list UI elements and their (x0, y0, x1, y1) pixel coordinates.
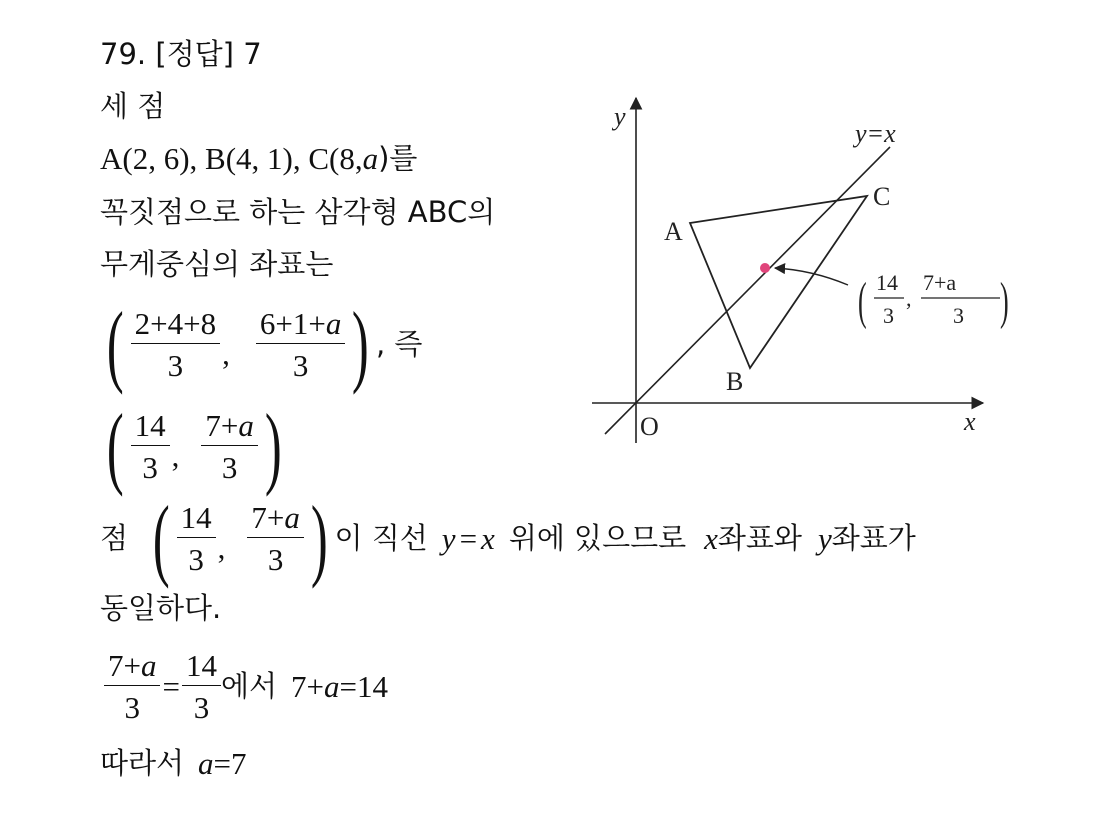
fraction-7a-3-eq: $\frac{7+a}{3}$ (104, 650, 160, 723)
fraction-14-3: $\frac{14}{3}$ (131, 410, 170, 483)
vertex-a-label: A (664, 217, 683, 246)
final-line: 따라서 a=7 (100, 746, 247, 781)
text-eseo: 에서 (220, 669, 277, 703)
centroid-simplified: ( $\frac{14}{3}$ , $\frac{7+a}{3}$ ) (106, 395, 282, 497)
line-y-equals-x (605, 147, 890, 434)
answer-header: 79. [정답] 7 (100, 37, 262, 71)
svg-text:): ) (1000, 271, 1009, 330)
svg-text:14: 14 (876, 270, 898, 295)
text-line: 이 직선 (334, 520, 428, 555)
points-coordinates: A(2, 6), B(4, 1), C(8, (100, 141, 363, 176)
y-axis-label: y (614, 102, 626, 131)
svg-text:3: 3 (883, 303, 894, 328)
var-a: a (362, 141, 379, 176)
right-paren: ) (352, 293, 370, 395)
vertex-b-label: B (726, 367, 744, 396)
fraction-x-sum: $\frac{2+4+8}{3}$ (131, 308, 220, 381)
text-three-points: 세 점 (100, 89, 166, 123)
condition-line: 점 ( $\frac{14}{3}$ , $\frac{7+a}{3}$ ) 이 직선 y = x 위에 있으므로 x 좌표와 y 좌표가 (100, 487, 916, 589)
text-jeuk: , 즉 (375, 326, 423, 361)
left-paren: ( (106, 293, 124, 395)
fraction-7a-3: $\frac{7+a}{3}$ (201, 410, 257, 483)
x-axis-label: x (964, 407, 976, 436)
origin-label: O (640, 412, 659, 441)
text-same: 동일하다. (100, 591, 222, 625)
centroid-point (760, 263, 770, 273)
fraction-14-3-eq: $\frac{14}{3}$ (182, 650, 221, 723)
text-triangle-vertices: 꼭짓점으로 하는 삼각형 ABC의 (100, 195, 496, 229)
text-on-line: 위에 있으므로 (508, 520, 687, 555)
equation-line: $\frac{7+a}{3}$ = $\frac{14}{3}$ 에서 7+a=14 (104, 650, 388, 723)
comma: , (222, 335, 230, 371)
fraction-y-sum: $\frac{6+1+a}{3}$ (256, 308, 345, 381)
text-centroid-coords: 무게중심의 좌표는 (100, 247, 334, 281)
svg-text:,: , (906, 286, 912, 311)
fraction-14-3-b: $\frac{14}{3}$ (177, 502, 216, 575)
fraction-7a-3-b: $\frac{7+a}{3}$ (247, 502, 303, 575)
points-suffix: )를 (378, 141, 418, 175)
svg-text:(: ( (858, 271, 867, 330)
svg-text:3: 3 (953, 303, 964, 328)
text-jeom: 점 (100, 520, 129, 555)
centroid-annotation (858, 270, 1009, 329)
svg-text:7+a: 7+a (923, 270, 957, 295)
vertex-c-label: C (873, 182, 891, 211)
text-therefore: 따라서 (100, 746, 185, 780)
line-label: y=x (855, 119, 896, 148)
